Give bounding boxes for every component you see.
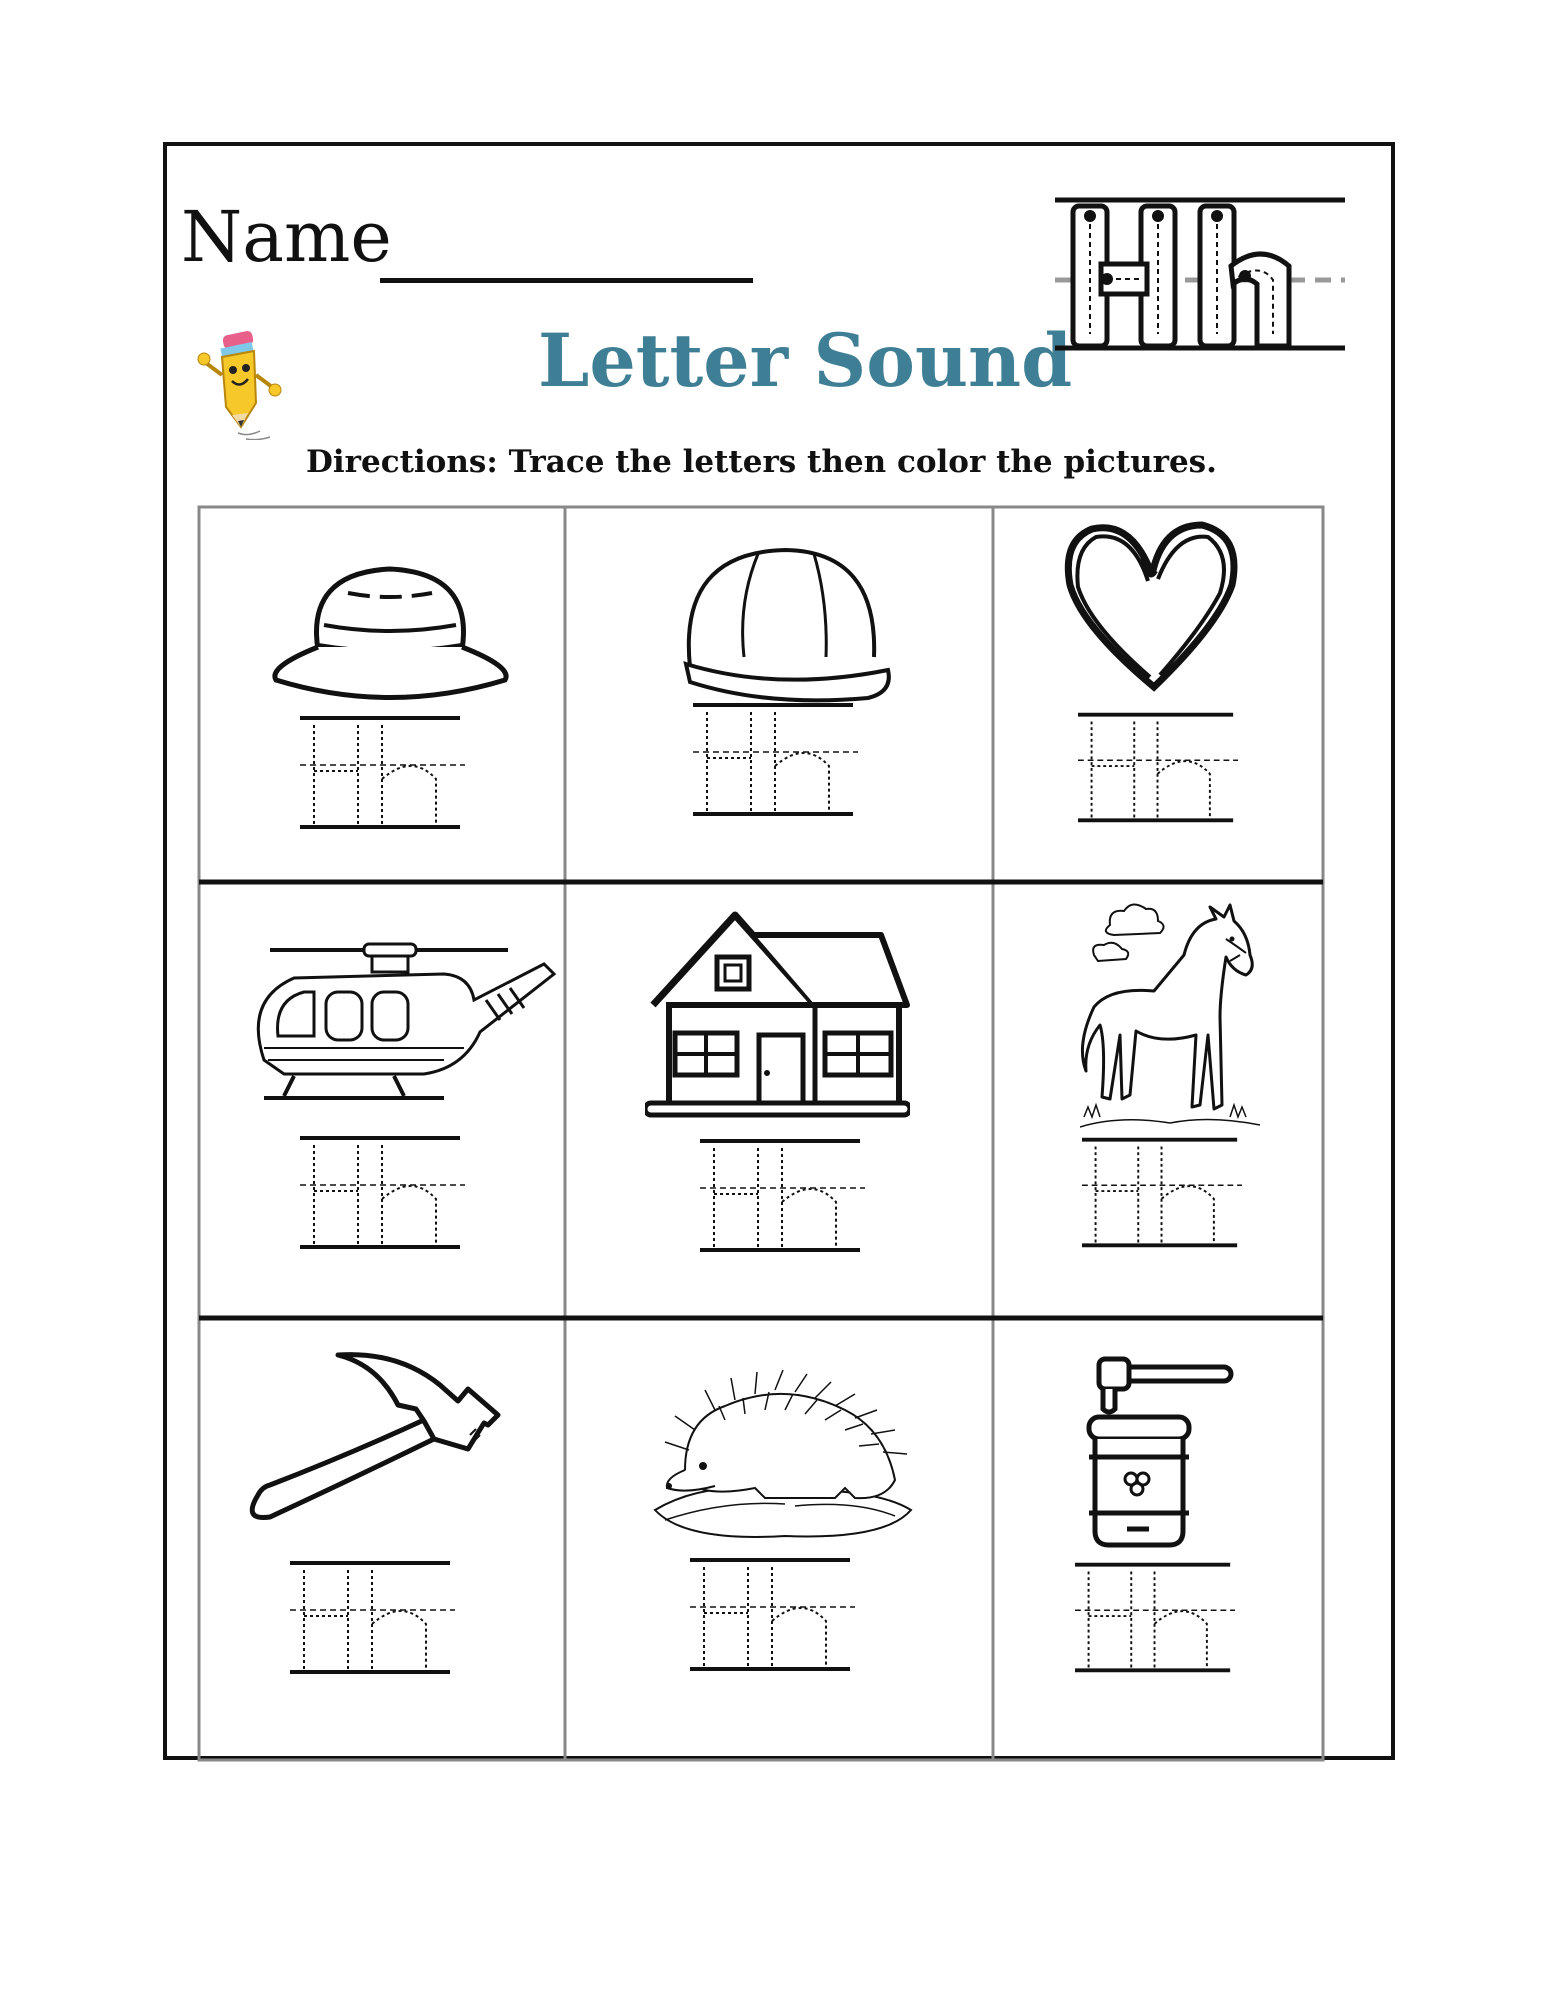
directions-text: Directions: Trace the letters then color the pictures.	[306, 444, 1217, 480]
hh-trace-lines[interactable]	[700, 1138, 865, 1253]
house-icon	[645, 905, 910, 1120]
hh-trace-lines[interactable]	[1082, 1135, 1242, 1250]
hh-trace-lines[interactable]	[1078, 710, 1238, 825]
bucket-hat-icon	[268, 555, 513, 705]
honey-jar-icon	[1085, 1355, 1235, 1550]
page-title: Letter Sound	[538, 318, 1073, 404]
hh-trace-lines[interactable]	[690, 1557, 855, 1672]
hh-trace-lines[interactable]	[693, 702, 858, 817]
name-label: Name	[181, 196, 392, 278]
hh-trace-lines[interactable]	[300, 715, 465, 830]
hard-hat-icon	[678, 542, 893, 707]
hedgehog-icon	[645, 1370, 915, 1550]
hh-trace-lines[interactable]	[1075, 1560, 1235, 1675]
hh-trace-lines[interactable]	[300, 1135, 465, 1250]
heart-icon	[1062, 515, 1242, 695]
horse-icon	[1080, 895, 1260, 1145]
hammer-icon	[248, 1345, 506, 1525]
helicopter-icon	[244, 940, 559, 1115]
hh-trace-lines[interactable]	[290, 1560, 455, 1675]
